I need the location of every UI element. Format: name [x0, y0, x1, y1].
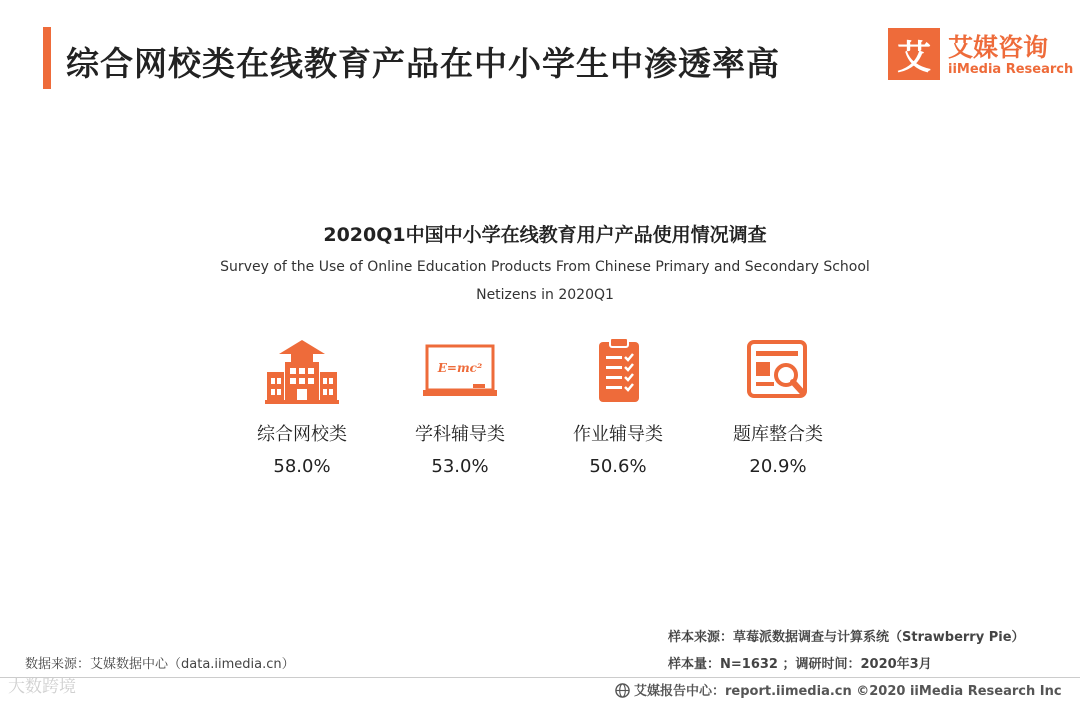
- sample-size: 样本量：N=1632 ；调研时间：2020年3月: [668, 657, 932, 672]
- chart-subtitle: [195, 253, 895, 309]
- chart-title: 2020Q1中国中小学在线教育用户产品使用情况调查: [323, 224, 767, 246]
- chalk-formula: E=mc²: [437, 361, 483, 375]
- category-item: [698, 338, 858, 477]
- category-value: 50.6%: [589, 456, 647, 477]
- category-item: [222, 338, 382, 477]
- school-building-icon: [265, 338, 339, 404]
- category-label: 作业辅导类: [573, 424, 663, 445]
- logo-chinese-text: 艾媒咨询: [948, 33, 1049, 62]
- category-label: 题库整合类: [733, 424, 823, 445]
- document-search-icon: [741, 338, 815, 404]
- report-center-text: 艾媒报告中心：report.iimedia.cn ©2020 iiMedia Research Inc: [634, 684, 1062, 699]
- category-item: [380, 338, 540, 477]
- data-source: 数据来源：艾媒数据中心（data.iimedia.cn）: [25, 657, 295, 672]
- category-label: 综合网校类: [257, 424, 347, 445]
- watermark-text: 大数跨境: [8, 677, 76, 697]
- blackboard-icon: [423, 338, 497, 404]
- logo-mark: 艾: [888, 28, 940, 80]
- globe-icon: [615, 683, 630, 698]
- footer-divider: [0, 677, 1080, 678]
- category-label: 学科辅导类: [415, 424, 505, 445]
- category-value: 20.9%: [749, 456, 807, 477]
- sample-source: 样本来源：草莓派数据调查与计算系统（Strawberry Pie）: [668, 630, 1025, 645]
- iimedia-logo: [888, 28, 1074, 84]
- title-accent-bar: [43, 27, 51, 89]
- category-value: 58.0%: [273, 456, 331, 477]
- category-item: [538, 338, 698, 477]
- logo-english-text: iiMedia Research: [948, 62, 1074, 77]
- chart-subtitle-line2: Netizens in 2020Q1: [476, 287, 614, 303]
- category-value: 53.0%: [431, 456, 489, 477]
- page-title: 综合网校类在线教育产品在中小学生中渗透率高: [66, 44, 780, 83]
- chart-subtitle-line1: Survey of the Use of Online Education Products From Chinese Primary and Secondary School: [220, 259, 870, 275]
- clipboard-checklist-icon: [581, 338, 655, 404]
- report-center: [615, 680, 1062, 699]
